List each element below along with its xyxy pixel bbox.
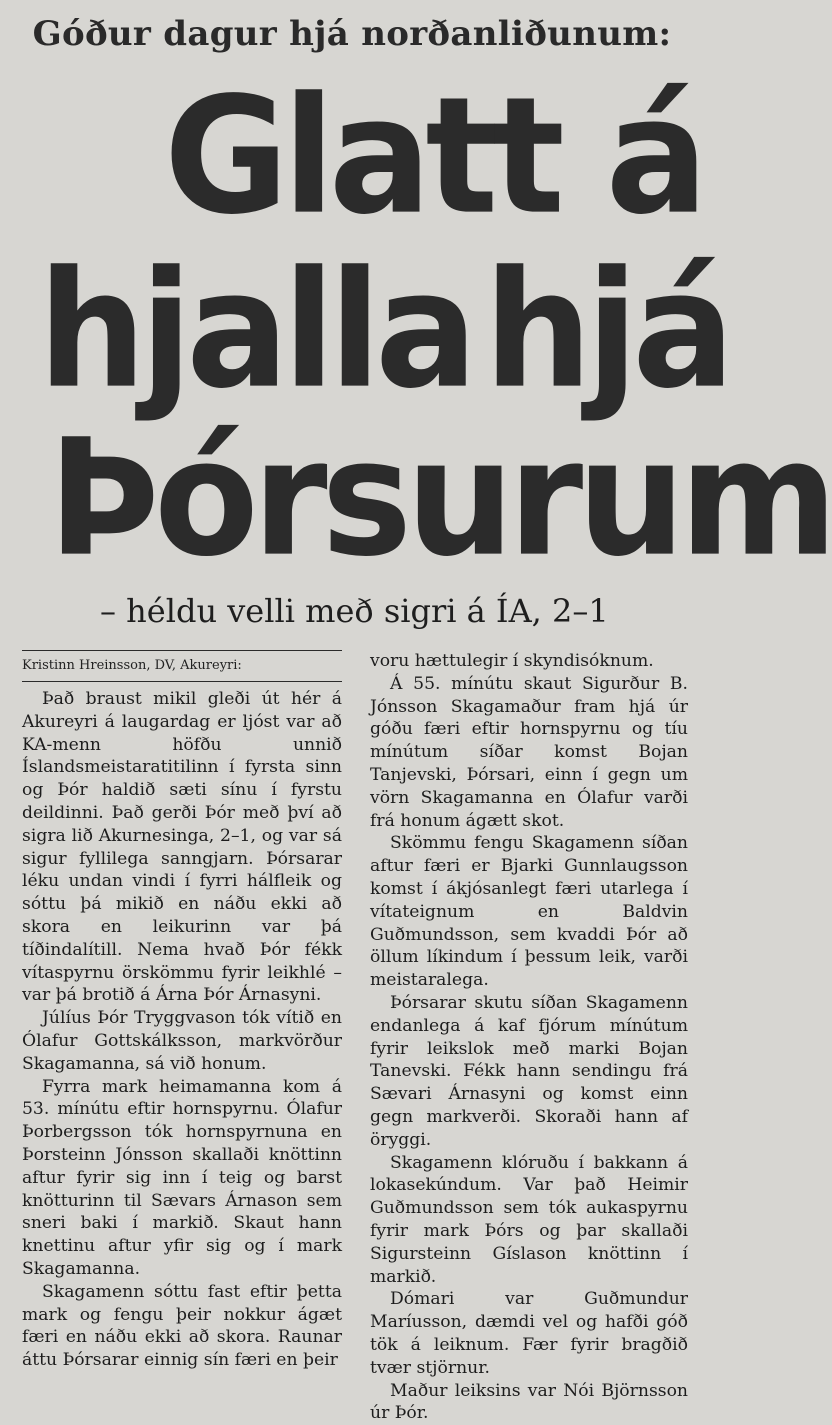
headline-line-2-word-1: hjalla bbox=[38, 250, 472, 411]
headline-line-1: Glatt á bbox=[164, 76, 702, 237]
headline-line-2-word-2: hjá bbox=[484, 250, 729, 411]
article-paragraph: Þórsarar skutu síðan Skagamenn endanlega á kaf fjórum mínútum fyrir leikslok með marki Bojan Tanevski. Fékk hann sendingu frá Sævari Árnasyni og komst einn gegn markverði. Skoraði hann af öryggi. bbox=[370, 992, 688, 1152]
article-paragraph: Skagamenn klóruðu í bakkann á lokasekúndum. Var það Heimir Guðmundsson sem tók aukaspyrnu fyrir mark Þórs og þar skallaði Sigursteinn Gíslason knöttinn í markið. bbox=[370, 1152, 688, 1289]
article-paragraph: Það braust mikil gleði út hér á Akureyri á laugardag er ljóst var að KA-menn höfðu unnið Íslandsmeistaratitilinn í fyrsta sinn og Þór haldið sæti sínu í fyrstu deildinni. Það gerði Þór með því að sigra lið Akurnesinga, 2–1, og var sá sigur fyllilega sanngjarn. Þórsarar léku undan vindi í fyrri hálfleik og sóttu þá mikið en náðu ekki að skora en leikurinn var þá tíðindalítill. Nema hvað Þór fékk vítaspyrnu örskömmu fyrir leikhlé – var þá brotið á Árna Þór Árnasyni. bbox=[22, 688, 342, 1007]
kicker: Góður dagur hjá norðanliðunum: bbox=[0, 14, 704, 54]
article-paragraph: Dómari var Guðmundur Maríusson, dæmdi vel og hafði góð tök á leiknum. Fær fyrir bragðið tvær stjörnur. bbox=[370, 1288, 688, 1379]
article-paragraph: Skömmu fengu Skagamenn síðan aftur færi er Bjarki Gunnlaugsson komst í ákjósanlegt færi utarlega í vítateignum en Baldvin Guðmundsson, sem kvaddi Þór að öllum líkindum í þessum leik, varði meistaralega. bbox=[370, 832, 688, 992]
article-paragraph: Skagamenn sóttu fast eftir þetta mark og fengu þeir nokkur ágæt færi en náðu ekki að skora. Raunar áttu Þórsarar einnig sín færi en þeir bbox=[22, 1281, 342, 1372]
article-column-1 bbox=[22, 650, 342, 1372]
subheadline: – héldu velli með sigri á ÍA, 2–1 bbox=[100, 592, 660, 630]
article-paragraph: Fyrra mark heimamanna kom á 53. mínútu eftir hornspyrnu. Ólafur Þorbergsson tók hornspyrnuna en Þorsteinn Jónsson skallaði knöttinn aftur fyrir sig inn í teig og barst knötturinn til Sævars Árnason sem sneri baki í markið. Skaut hann knettinu aftur yfir sig og í mark Skagamanna. bbox=[22, 1076, 342, 1281]
article-paragraph: Á 55. mínútu skaut Sigurður B. Jónsson Skagamaður fram hjá úr góðu færi eftir hornspyrnu og tíu mínútum síðar komst Bojan Tanjevski, Þórsari, einn í gegn um vörn Skagamanna en Ólafur varði frá honum ágætt skot. bbox=[370, 673, 688, 833]
headline-line-3: Þórsurum bbox=[48, 418, 832, 579]
article-column-2 bbox=[370, 650, 688, 1425]
article-paragraph-continued: voru hættulegir í skyndisóknum. bbox=[370, 650, 688, 673]
byline: Kristinn Hreinsson, DV, Akureyri: bbox=[22, 651, 342, 682]
article-paragraph: Maður leiksins var Nói Björnsson úr Þór. bbox=[370, 1380, 688, 1425]
article-paragraph: Júlíus Þór Tryggvason tók vítið en Ólafur Gottskálksson, markvörður Skagamanna, sá við honum. bbox=[22, 1007, 342, 1075]
